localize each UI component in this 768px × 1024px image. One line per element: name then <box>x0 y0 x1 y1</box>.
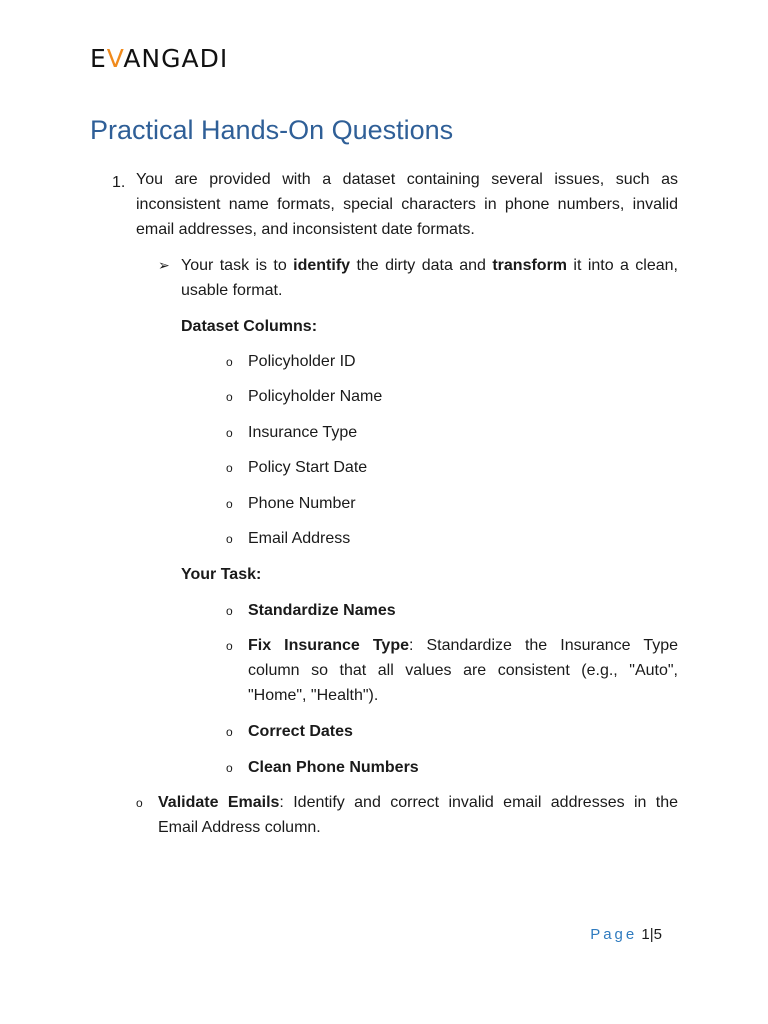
bullet-icon: o <box>226 639 233 653</box>
keyword-transform: transform <box>492 257 568 274</box>
column-item: Policyholder Name <box>248 388 383 405</box>
task-item-standardize-names: Standardize Names <box>248 602 396 619</box>
task-paragraph: Your task is to identify the dirty data and transform it into a clean, usable format. <box>181 257 679 299</box>
page-word: Page <box>590 926 638 943</box>
page-footer <box>590 925 662 945</box>
column-item: Insurance Type <box>248 424 358 441</box>
bullet-icon: o <box>226 497 233 511</box>
bullet-icon: o <box>226 426 233 440</box>
arrow-bullet-icon: ➢ <box>158 257 170 273</box>
column-item: Policyholder ID <box>248 353 356 370</box>
evangadi-logo <box>90 45 228 71</box>
bullet-icon: o <box>226 725 233 739</box>
column-item: Policy Start Date <box>248 459 368 476</box>
task-item-clean-phone-numbers: Clean Phone Numbers <box>248 759 419 776</box>
your-task-label: Your Task: <box>181 566 262 583</box>
logo-letters-rest: ANGADI <box>123 43 229 73</box>
page-total: 5 <box>653 926 662 943</box>
bullet-icon: o <box>226 532 233 546</box>
column-item: Phone Number <box>248 495 356 512</box>
question-number: 1. <box>112 174 126 191</box>
dataset-columns-label: Dataset Columns: <box>181 318 318 335</box>
bullet-icon: o <box>226 604 233 618</box>
bullet-icon: o <box>226 355 233 369</box>
page-title: Practical Hands-On Questions <box>90 115 454 145</box>
column-item: Email Address <box>248 530 351 547</box>
page-separator: | <box>649 926 654 943</box>
task-item-fix-insurance-type: Fix Insurance Type: Standardize the Insurance Type column so that all values are consistent (e.g., "Auto", "Home", "Health"). <box>248 637 679 704</box>
bullet-icon: o <box>136 796 143 810</box>
logo-letter-v: V <box>106 43 124 73</box>
task-item-correct-dates: Correct Dates <box>248 723 353 740</box>
bullet-icon: o <box>226 390 233 404</box>
bullet-icon: o <box>226 761 233 775</box>
question-text: You are provided with a dataset containing several issues, such as inconsistent name formats, special characters in phone numbers, invalid email addresses, and inconsistent date formats. <box>136 171 678 238</box>
bullet-icon: o <box>226 461 233 475</box>
logo-letter-e: E <box>90 43 107 73</box>
keyword-identify: identify <box>293 257 351 274</box>
task-item-validate-emails: Validate Emails: Identify and correct invalid email addresses in the Email Address column. <box>158 794 678 836</box>
page-current: 1 <box>641 926 650 943</box>
